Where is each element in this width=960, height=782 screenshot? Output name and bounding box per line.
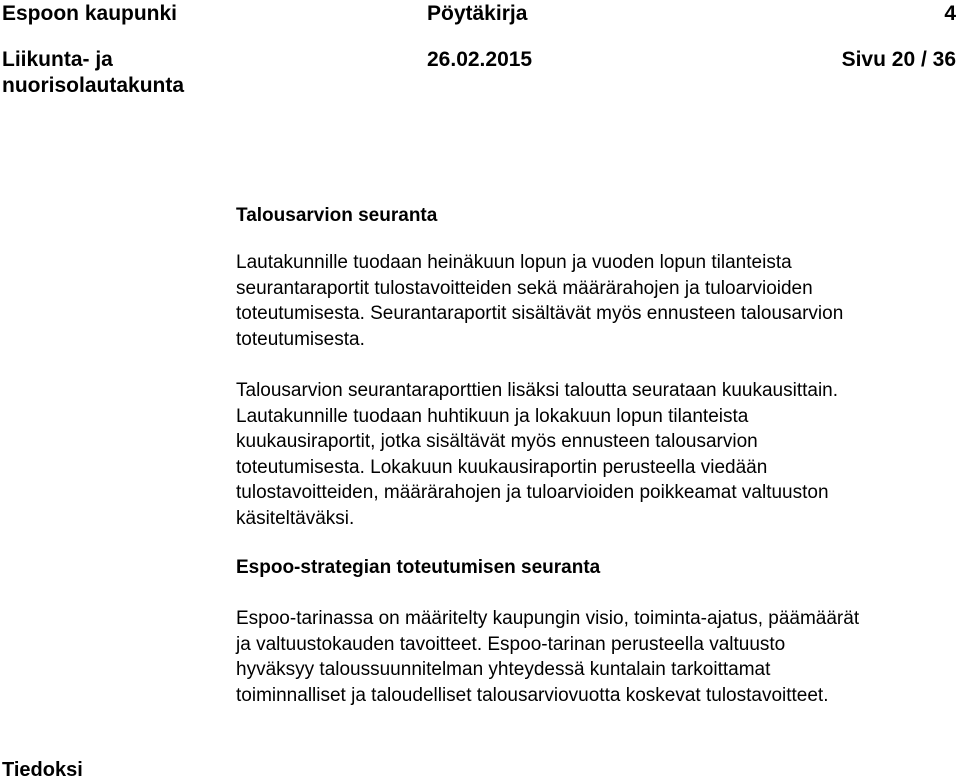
text-line: seurantaraportit tulostavoitteiden sekä määrärahojen ja tuloarvioiden <box>236 277 813 299</box>
organization-name: Espoon kaupunki <box>2 2 178 25</box>
committee-name-line1: Liikunta- ja <box>2 48 113 71</box>
text-line: ja valtuustokauden tavoitteet. Espoo-tarinan perusteella valtuusto <box>236 633 786 655</box>
text-line: tulostavoitteiden, määrärahojen ja tuloarvioiden poikkeamat valtuuston <box>236 482 829 503</box>
paragraph-monthly-reports <box>236 378 960 531</box>
section-heading-budget-monitoring: Talousarvion seuranta <box>236 205 438 226</box>
text-line: toteutumisesta. Seurantaraportit sisältävät myös ennusteen talousarvion <box>236 303 844 324</box>
section-heading-tiedoksi: Tiedoksi <box>2 759 83 781</box>
text-line: hyväksyy taloussuunnitelman yhteydessä kuntalain tarkoittamat <box>236 659 771 680</box>
text-line: Lautakunnille tuodaan heinäkuun lopun ja vuoden lopun tilanteista <box>236 252 792 273</box>
text-line: Espoo-tarinassa on määritelty kaupungin visio, toiminta-ajatus, päämäärät <box>236 608 860 629</box>
item-number: 4 <box>944 2 956 25</box>
document-type: Pöytäkirja <box>427 2 528 25</box>
text-line: toteutumisesta. Lokakuun kuukausiraportin perusteella viedään <box>236 456 768 478</box>
text-line: Talousarvion seurantaraporttien lisäksi taloutta seurataan kuukausittain. <box>236 380 839 401</box>
page-number: Sivu 20 / 36 <box>841 48 956 71</box>
section-heading-strategy-monitoring: Espoo-strategian toteutumisen seuranta <box>236 557 601 578</box>
text-line: kuukausiraportit, jotka sisältävät myös ennusteen talousarvion <box>236 431 758 452</box>
committee-name-line2: nuorisolautakunta <box>2 74 185 97</box>
text-line: Lautakunnille tuodaan huhtikuun ja lokakuun lopun tilanteista <box>236 405 749 427</box>
paragraph-budget-reports <box>236 250 960 352</box>
text-line: käsiteltäväksi. <box>236 507 355 529</box>
text-line: toiminnalliset ja taloudelliset talousarviovuotta koskevat tulostavoitteet. <box>236 684 829 706</box>
meeting-date: 26.02.2015 <box>427 48 533 71</box>
text-line: toteutumisesta. <box>236 328 365 350</box>
paragraph-espoo-story <box>236 606 960 708</box>
